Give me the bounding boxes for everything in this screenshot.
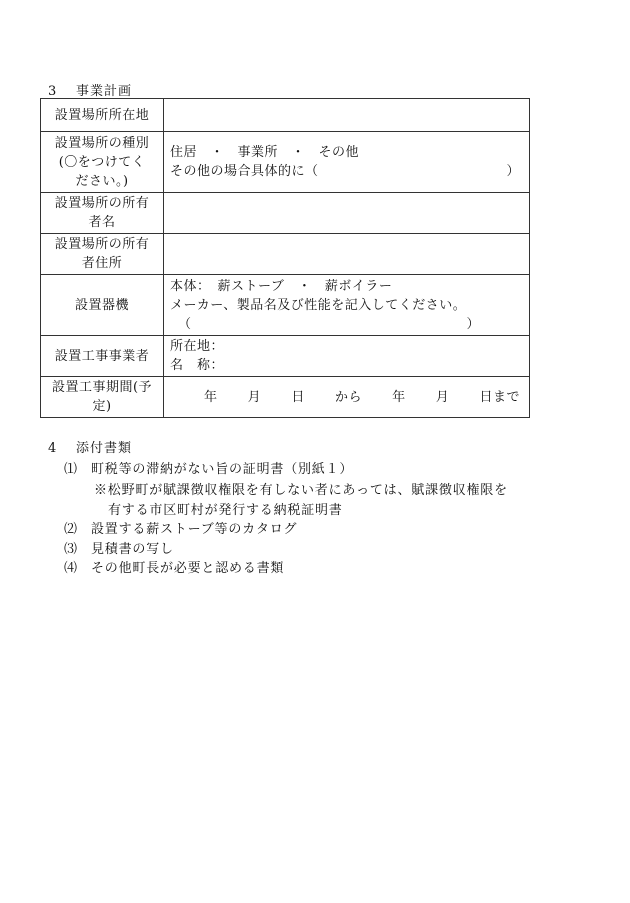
equipment-type-choices[interactable]: 本体： 薪ストーブ ・ 薪ボイラー: [170, 278, 393, 294]
period-line[interactable]: [170, 388, 524, 407]
contractor-address-field[interactable]: 所在地：: [170, 339, 225, 354]
equipment-entry-line[interactable]: （ ）: [178, 316, 480, 332]
list-item: ⑷ その他町長が必要と認める書類: [64, 561, 285, 576]
equipment-details[interactable]: [164, 275, 530, 336]
section-title: 事業計画: [76, 84, 133, 99]
other-specify-line[interactable]: その他の場合具体的に（ ）: [170, 164, 520, 179]
label-owner-address: 設置場所の所有 者住所: [41, 234, 164, 275]
section-number: 3: [48, 84, 58, 99]
label-location-type: 設置場所の種別 (〇をつけてく ださい。): [41, 132, 164, 193]
table-row: [41, 132, 530, 193]
equipment-instruction: メーカー、製品名及び性能を記入してください。: [170, 297, 467, 313]
label-construction-period: 設置工事期間(予 定): [41, 377, 164, 418]
table-row: [41, 99, 530, 132]
end-month-label: 月: [435, 389, 450, 405]
section-title: 添付書類: [76, 441, 133, 456]
location-type-options[interactable]: [164, 132, 530, 193]
list-item: ⑵ 設置する薪ストーブ等のカタログ: [64, 522, 298, 537]
from-label: から: [334, 389, 362, 405]
construction-period-field[interactable]: [164, 377, 530, 418]
contractor-details[interactable]: [164, 336, 530, 377]
input-location-address[interactable]: [164, 99, 530, 132]
table-row: [41, 234, 530, 275]
table-row: [41, 336, 530, 377]
table-row: [41, 377, 530, 418]
end-day-label: 日まで: [479, 389, 520, 405]
start-month-label: 月: [247, 389, 262, 405]
table-row: [41, 193, 530, 234]
note-text-continued: 有する市区町村が発行する納税証明書: [108, 503, 343, 518]
business-plan-table: [40, 98, 530, 418]
section-3-heading: [48, 80, 132, 99]
list-item: ⑴ 町税等の滞納がない旨の証明書（別紙１）: [64, 462, 354, 477]
contractor-name-field[interactable]: 名 称：: [170, 358, 225, 373]
section-4-heading: [48, 437, 132, 456]
label-owner-name: 設置場所の所有 者名: [41, 193, 164, 234]
label-contractor: 設置工事事業者: [41, 336, 164, 377]
input-owner-address[interactable]: [164, 234, 530, 275]
label-location-address: 設置場所所在地: [41, 99, 164, 132]
location-type-choices[interactable]: 住居 ・ 事業所 ・ その他: [170, 145, 360, 160]
end-year-label: 年: [392, 389, 406, 405]
start-day-label: 日: [291, 389, 305, 405]
list-item: ⑶ 見積書の写し: [64, 542, 174, 557]
input-owner-name[interactable]: [164, 193, 530, 234]
section-number: 4: [48, 441, 58, 456]
label-equipment: 設置器機: [41, 275, 164, 336]
note-text: ※松野町が賦課徴収権限を有しない者にあっては、賦課徴収権限を: [94, 483, 508, 498]
table-row: [41, 275, 530, 336]
start-year-label: 年: [204, 389, 218, 405]
